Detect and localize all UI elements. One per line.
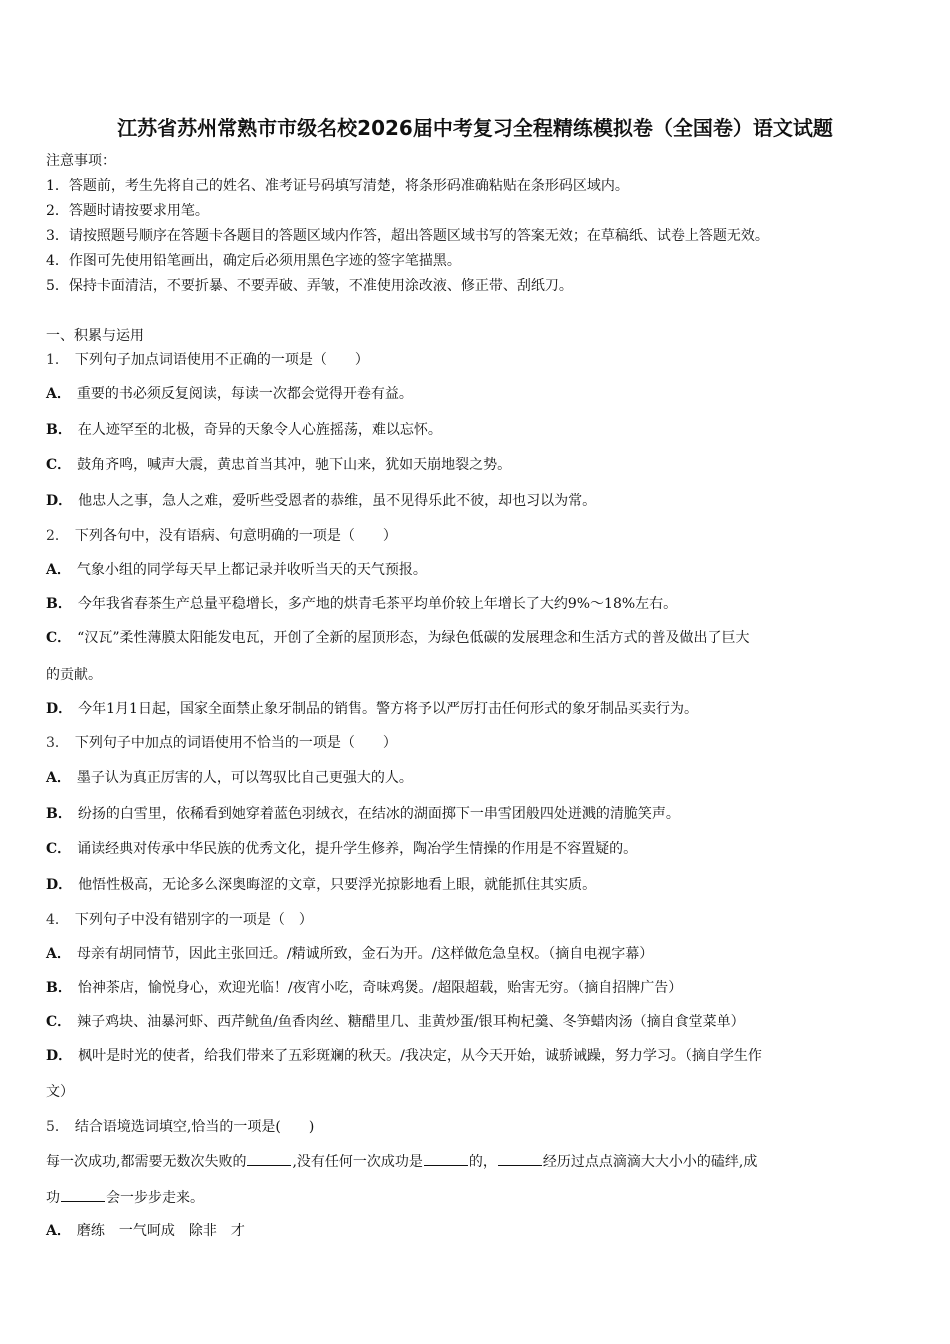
option-a <box>46 944 653 964</box>
fill-in-passage-line-1 <box>46 1151 757 1172</box>
passage-text: 每一次成功,都需要无数次失败的 <box>46 1154 247 1170</box>
notice-item: 2．答题时请按要求用笔。 <box>46 203 209 219</box>
option-label: B． <box>46 596 72 612</box>
notice-item: 1．答题前，考生先将自己的姓名、准考证号码填写清楚，将条形码准确粘贴在条形码区域内。 <box>46 178 629 194</box>
option-text: 今年1月1日起，国家全面禁止象牙制品的销售。警方将予以严厉打击任何形式的象牙制品买卖行为。 <box>78 701 698 717</box>
question-4-stem <box>46 910 313 930</box>
option-label: C． <box>46 841 72 857</box>
option-label: B． <box>46 980 72 996</box>
blank-3 <box>498 1151 542 1166</box>
question-number: 5． <box>46 1119 69 1135</box>
option-d <box>46 1046 762 1066</box>
option-a <box>46 560 427 580</box>
option-label: C． <box>46 630 72 646</box>
question-stem: 下列句子中没有错别字的一项是（ ） <box>74 912 313 928</box>
notice-item: 5．保持卡面清洁，不要折暴、不要弄破、弄皱，不准使用涂改液、修正带、刮纸刀。 <box>46 278 573 294</box>
question-number: 3． <box>46 735 69 751</box>
option-label: C． <box>46 457 72 473</box>
option-label: D． <box>46 493 73 509</box>
option-d <box>46 875 596 895</box>
blank-2 <box>424 1151 468 1166</box>
option-text: 重要的书必须反复阅读，每读一次都会觉得开卷有益。 <box>76 386 413 402</box>
question-stem: 下列句子加点词语使用不正确的一项是（ ） <box>74 352 369 368</box>
option-b <box>46 978 682 998</box>
option-text: 气象小组的同学每天早上都记录并收听当天的天气预报。 <box>76 562 427 578</box>
section-heading: 一、积累与运用 <box>46 328 144 344</box>
page-title: 江苏省苏州常熟市市级名校2026届中考复习全程精练模拟卷（全国卷）语文试题 <box>117 116 833 140</box>
option-text: 怡神茶店，愉悦身心，欢迎光临！/夜宵小吃，奇味鸡煲。/超限超载，贻害无穷。（摘自招牌广告） <box>77 980 683 996</box>
notice-heading: 注意事项： <box>46 153 116 169</box>
option-a <box>46 1221 245 1241</box>
option-label: D． <box>46 701 73 717</box>
option-c <box>46 1012 745 1032</box>
passage-text: 会一步步走来。 <box>106 1190 204 1206</box>
option-d-continued: 文） <box>46 1084 74 1100</box>
passage-text: 功 <box>46 1190 60 1206</box>
question-5-stem <box>46 1117 314 1137</box>
option-d <box>46 699 698 719</box>
option-b <box>46 594 677 614</box>
notice-item: 4．作图可先使用铅笔画出，确定后必须用黑色字迹的签字笔描黑。 <box>46 253 461 269</box>
option-a <box>46 768 413 788</box>
question-number: 1． <box>46 352 69 368</box>
option-label: A． <box>46 946 71 962</box>
option-label: A． <box>46 386 71 402</box>
option-c-continued: 的贡献。 <box>46 667 102 683</box>
option-text: “汉瓦”柔性薄膜太阳能发电瓦，开创了全新的屋顶形态，为绿色低碳的发展理念和生活方式的普及做出了巨大 <box>77 630 750 646</box>
option-label: A． <box>46 562 71 578</box>
option-label: A． <box>46 770 71 786</box>
blank-4 <box>61 1187 105 1202</box>
blank-1 <box>247 1151 291 1166</box>
option-text: 诵读经典对传承中华民族的优秀文化，提升学生修养，陶冶学生情操的作用是不容置疑的。 <box>77 841 638 857</box>
option-label: D． <box>46 1048 73 1064</box>
option-text: 枫叶是时光的使者，给我们带来了五彩斑斓的秋天。/我决定，从今天开始，诚骄诫躁，努力学习。（摘自学生作 <box>78 1048 762 1064</box>
passage-text: ,没有任何一次成功是 <box>292 1154 423 1170</box>
option-label: B． <box>46 422 72 438</box>
option-text: 鼓角齐鸣，喊声大震，黄忠首当其冲，驰下山来，犹如天崩地裂之势。 <box>77 457 512 473</box>
fill-in-passage-line-2 <box>46 1187 204 1208</box>
option-d <box>46 491 596 511</box>
option-label: D． <box>46 877 73 893</box>
question-number: 4． <box>46 912 69 928</box>
option-c <box>46 628 749 648</box>
question-stem: 结合语境选词填空,恰当的一项是( ) <box>74 1119 315 1135</box>
option-label: B． <box>46 806 72 822</box>
option-text: 今年我省春茶生产总量平稳增长，多产地的烘青毛茶平均单价较上年增长了大约9%～18%左右。 <box>77 596 678 612</box>
option-label: A． <box>46 1223 71 1239</box>
question-stem: 下列各句中，没有语病、句意明确的一项是（ ） <box>74 528 397 544</box>
option-text: 母亲有胡同情节，因此主张回迁。/精诚所致，金石为开。/这样做危急皇权。（摘自电视字幕） <box>76 946 654 962</box>
option-b <box>46 804 680 824</box>
question-3-stem <box>46 733 397 753</box>
question-stem: 下列句子中加点的词语使用不恰当的一项是（ ） <box>74 735 397 751</box>
option-text: 磨练 一气呵成 除非 才 <box>76 1223 245 1239</box>
question-2-stem <box>46 526 397 546</box>
option-a <box>46 384 413 404</box>
option-c <box>46 455 511 475</box>
passage-text: 经历过点点滴滴大大小小的磕绊,成 <box>542 1154 758 1170</box>
option-text: 在人迹罕至的北极，奇异的天象令人心旌摇荡，难以忘怀。 <box>77 422 442 438</box>
passage-text: 的， <box>468 1154 497 1170</box>
option-text: 他悟性极高，无论多么深奥晦涩的文章，只要浮光掠影地看上眼，就能抓住其实质。 <box>78 877 597 893</box>
question-number: 2． <box>46 528 69 544</box>
option-text: 他忠人之事，急人之难，爱听些受恩者的恭维，虽不见得乐此不彼，却也习以为常。 <box>78 493 597 509</box>
notice-item: 3．请按照题号顺序在答题卡各题目的答题区域内作答，超出答题区域书写的答案无效；在草稿纸、试卷上答题无效。 <box>46 228 769 244</box>
option-b <box>46 420 442 440</box>
question-1-stem <box>46 350 369 370</box>
option-label: C． <box>46 1014 72 1030</box>
option-text: 纷扬的白雪里，依稀看到她穿着蓝色羽绒衣，在结冰的湖面掷下一串雪团般四处迸溅的清脆笑声。 <box>77 806 680 822</box>
option-text: 辣子鸡块、油暴河虾、西芹鱿鱼/鱼香肉丝、糖醋里几、韭黄炒蛋/银耳枸杞羹、冬笋蜡肉汤（摘自食堂菜单） <box>77 1014 745 1030</box>
option-text: 墨子认为真正厉害的人，可以驾驭比自己更强大的人。 <box>76 770 413 786</box>
option-c <box>46 839 637 859</box>
